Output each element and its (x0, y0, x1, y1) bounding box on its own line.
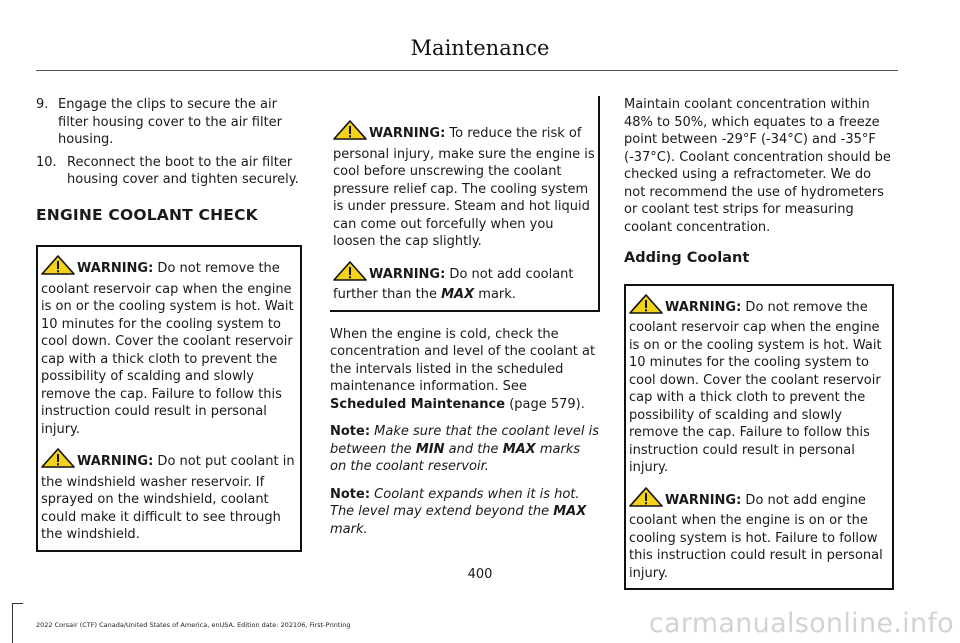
warning-label: WARNING: (665, 492, 742, 508)
warning-label: WARNING: (369, 126, 446, 141)
paragraph: Maintain coolant concentration within 48% to 50%, which equates to a freeze point between -29°F (-34°C) and -35°F (-37°C). Coolant concentration should be checked using a refractometer. We do not recommend the use of hydrometers or coolant test strips for measuring coolant concentration. (624, 97, 891, 235)
warning-triangle-icon (629, 487, 663, 513)
step-number: 10. (36, 154, 57, 170)
note-text: Make sure that the coolant level is between the (330, 424, 600, 457)
crop-mark (12, 603, 23, 604)
watermark: carmanualsonline.info (648, 608, 954, 639)
warning-text: Do not remove the coolant reservoir cap when the engine is on or the cooling system is hot. Wait 10 minutes for the cooling system to cool down. Cover the coolant reservoir cap with a thick cloth to prevent the possibility of scalding and slowly remove the cap. Failure to follow this instruction could result in personal injury. (41, 261, 294, 437)
max-mark: MAX (441, 287, 475, 302)
section-heading: ENGINE COOLANT CHECK (36, 205, 258, 224)
note-label: Note: (330, 424, 371, 439)
paragraph-text: When the engine is cold, check the concentration and level of the coolant at the intervals listed in the scheduled maintenance information. See (330, 326, 596, 394)
note-label: Note: (330, 486, 371, 502)
step-text: Reconnect the boot to the air filter housing cover and tighten securely. (67, 154, 299, 187)
note (330, 423, 600, 476)
warning-triangle-icon (41, 255, 75, 281)
warning-text: Do not remove the coolant reservoir cap when the engine is on or the cooling system is hot. Wait 10 minutes for the cooling system to cool down. Cover the coolant reservoir cap with a thick cloth to prevent the possibility of scalding and slowly remove the cap. Failure to follow this instruction could result in personal injury. (629, 299, 882, 475)
warning-triangle-icon (41, 448, 75, 474)
warning-block (41, 255, 297, 438)
warning-label: WARNING: (77, 261, 154, 276)
max-mark: MAX (502, 441, 536, 457)
column-2 (330, 96, 600, 548)
warning-block (333, 120, 595, 251)
warning-text: Do not put coolant in the windshield washer reservoir. If sprayed on the windshield, coolant could make it difficult to see through the windshield. (41, 454, 295, 542)
subheading: Adding Coolant (624, 250, 750, 266)
crop-mark (12, 604, 13, 643)
min-mark: MIN (415, 441, 445, 457)
warning-label: WARNING: (369, 266, 446, 282)
warning-block (41, 448, 297, 544)
note-text: marks on the coolant reservoir. (330, 441, 581, 474)
page-number: 400 (467, 567, 493, 582)
paragraph-text: (page 579). (505, 396, 585, 412)
warning-box (36, 245, 302, 552)
column-3 (624, 96, 894, 590)
step-text: Engage the clips to secure the air filter housing cover to the air filter housing. (58, 97, 283, 147)
note-text: mark. (330, 521, 368, 537)
warning-text: Do not add coolant further than the (333, 266, 574, 302)
list-item (36, 154, 302, 189)
footer-text: 2022 Corsair (CTF) Canada/United States of America, enUSA, Edition date: 202106, First-Printing (36, 621, 351, 629)
max-mark: MAX (553, 504, 587, 519)
warning-triangle-icon (333, 261, 367, 287)
warning-text: To reduce the risk of personal injury, make sure the engine is cool before unscrewing the coolant pressure relief cap. The cooling system is under pressure. Steam and hot liquid can come out forcefully when you loosen the cap slightly. (333, 126, 595, 249)
note-text: and the (444, 441, 503, 457)
warning-triangle-icon (629, 294, 663, 320)
warning-box (624, 284, 894, 591)
page-title: Maintenance (410, 36, 550, 60)
warning-label: WARNING: (77, 454, 154, 469)
column-1 (36, 96, 302, 552)
warning-label: WARNING: (665, 299, 742, 315)
warning-triangle-icon (333, 120, 367, 146)
warning-block (629, 294, 889, 477)
header-divider (36, 70, 898, 71)
scheduled-maintenance-link[interactable]: Scheduled Maintenance (330, 396, 506, 412)
paragraph (330, 326, 600, 414)
warning-block (333, 261, 595, 304)
list-item (36, 96, 302, 149)
warning-box (330, 96, 600, 312)
warning-text: Do not add engine coolant when the engine is on or the cooling system is hot. Failure to follow this instruction could result in personal injury. (629, 492, 883, 581)
note (330, 486, 600, 539)
warning-text-end: mark. (474, 287, 516, 302)
note-text: Coolant expands when it is hot. The level may extend beyond the (330, 486, 580, 519)
step-number: 9. (36, 97, 49, 112)
